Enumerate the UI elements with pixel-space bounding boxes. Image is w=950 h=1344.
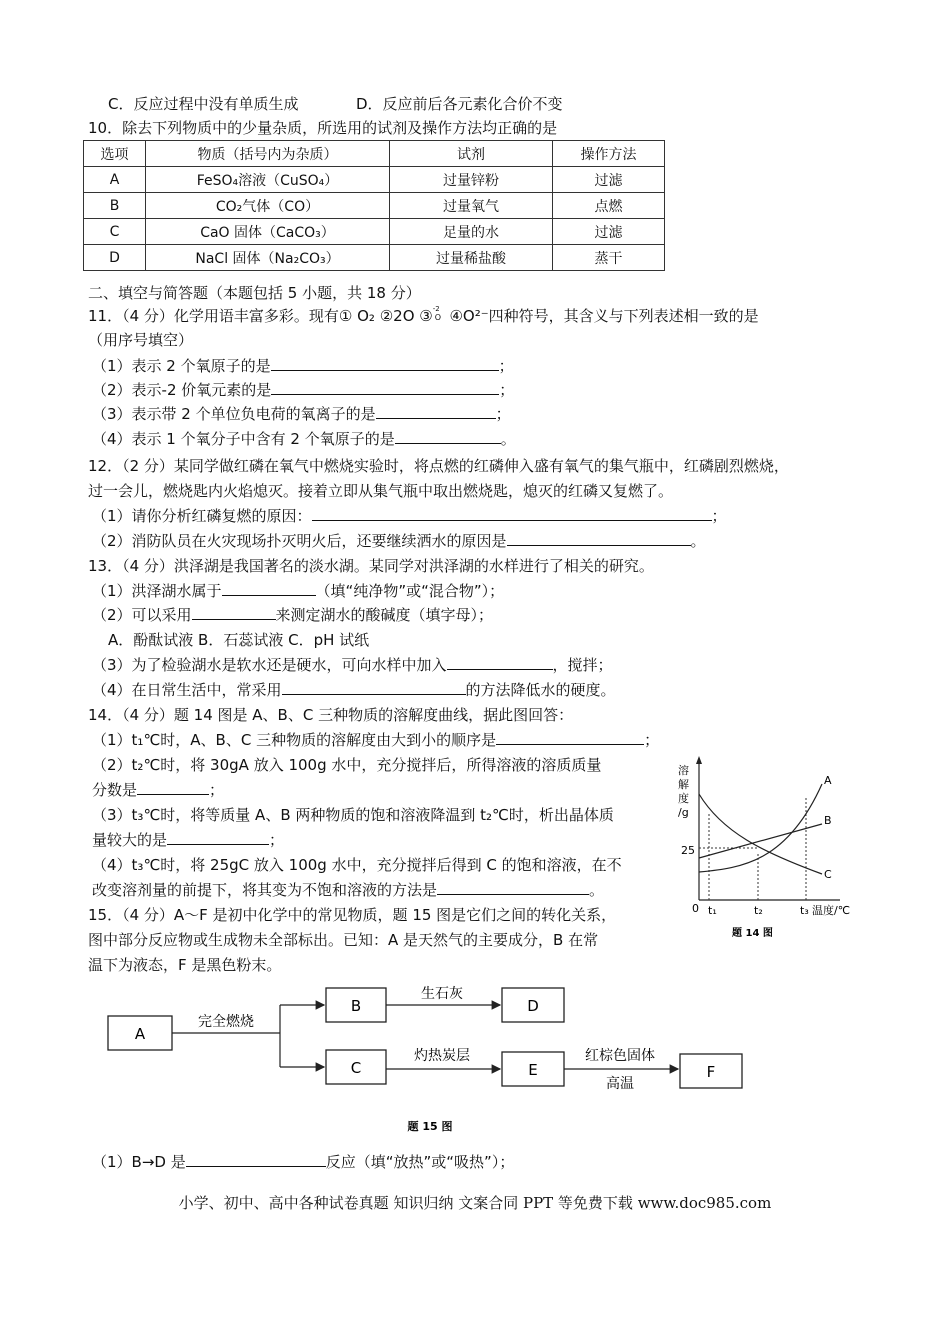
answer-blank[interactable] <box>437 880 589 895</box>
label-hot-carbon: 灼热炭层 <box>414 1048 470 1064</box>
answer-blank[interactable] <box>282 680 466 695</box>
table-cell: CO₂气体（CO） <box>146 193 390 219</box>
q15-line1: 15．（4 分）A～F 是初中化学中的常见物质，题 15 图是它们之间的转化关系， <box>88 906 617 924</box>
q13-part4-a: （4）在日常生活中，常采用 <box>92 681 282 699</box>
answer-blank[interactable] <box>271 380 499 395</box>
q11-stem <box>88 306 759 326</box>
q13-part2-b: 来测定湖水的酸碱度（填字母）； <box>275 606 494 624</box>
curve-c <box>699 794 822 874</box>
q15-line3: 温下为液态，F 是黑色粉末。 <box>88 956 282 974</box>
box-e-label: E <box>528 1061 538 1079</box>
q13-part3 <box>92 655 613 675</box>
table-cell: NaCl 固体（Na₂CO₃） <box>146 245 390 271</box>
q12-part2-text: （2）消防队员在火灾现场扑灭明火后，还要继续洒水的原因是 <box>92 532 507 550</box>
q11-symbol-3-bottom: O <box>434 313 442 322</box>
table-header: 物质（括号内为杂质） <box>146 141 390 167</box>
answer-blank[interactable] <box>192 605 276 620</box>
y-axis-label-char: 度 <box>678 792 689 805</box>
q11-part3-text: （3）表示带 2 个单位负电荷的氧离子的是 <box>92 405 376 423</box>
y-axis-label-char: 溶 <box>678 764 689 777</box>
q11-part3: （3）表示带 2 个单位负电荷的氧离子的是 ； <box>92 405 511 423</box>
q11-part4: （4）表示 1 个氧分子中含有 2 个氧原子的是 。 <box>92 430 516 448</box>
q12-part1: （1）请你分析红磷复燃的原因： ； <box>92 507 727 525</box>
answer-blank[interactable] <box>167 830 269 845</box>
y-tick-25: 25 <box>681 844 695 857</box>
table-header: 试剂 <box>390 141 553 167</box>
q15-line2: 图中部分反应物或生成物未全部标出。已知：A 是天然气的主要成分，B 在常 <box>88 931 599 949</box>
table-header: 操作方法 <box>553 141 665 167</box>
q13-part4-b: 的方法降低水的硬度。 <box>465 681 616 699</box>
table-cell: 过量氧气 <box>390 193 553 219</box>
label-high-temperature: 高温 <box>606 1076 634 1092</box>
table-cell: 过滤 <box>553 219 665 245</box>
y-axis-label-char: /g <box>678 806 689 819</box>
table-cell: 点燃 <box>553 193 665 219</box>
q13-part2-a: （2）可以采用 <box>92 606 192 624</box>
x-axis-label: 温度/℃ <box>812 904 851 917</box>
table-cell: CaO 固体（CaCO₃） <box>146 219 390 245</box>
box-c-label: C <box>350 1059 362 1077</box>
answer-blank[interactable] <box>186 1152 326 1167</box>
q12-line2: 过一会儿，燃烧匙内火焰熄灭。接着立即从集气瓶中取出燃烧匙，熄灭的红磷又复燃了。 <box>88 482 674 500</box>
fig14-caption: 题 14 图 <box>732 928 773 939</box>
q14-line1: 14．（4 分）题 14 图是 A、B、C 三种物质的溶解度曲线，据此图回答： <box>88 706 574 724</box>
q14-part3-text: 量较大的是 <box>92 831 168 849</box>
x-tick-t1: t₁ <box>708 904 717 917</box>
answer-blank[interactable] <box>496 730 644 745</box>
table-cell: C <box>84 219 146 245</box>
table-cell: 足量的水 <box>390 219 553 245</box>
table-cell: B <box>84 193 146 219</box>
answer-blank[interactable] <box>312 506 712 521</box>
table-header-row <box>84 141 665 167</box>
q12-part1-text: （1）请你分析红磷复燃的原因： <box>92 507 312 525</box>
q13-part3-b: ，搅拌； <box>552 656 613 674</box>
curve-label-a: A <box>824 774 832 787</box>
q9-option-d: D．反应前后各元素化合价不变 <box>356 95 563 113</box>
label-quicklime: 生石灰 <box>421 986 463 1002</box>
q13-line1: 13．（4 分）洪泽湖是我国著名的淡水湖。某同学对洪泽湖的水样进行了相关的研究。 <box>88 557 654 575</box>
box-a-label: A <box>134 1025 146 1043</box>
q13-options: A．酚酞试液 B．石蕊试液 C．pH 试纸 <box>108 631 370 649</box>
table-row <box>84 167 665 193</box>
q12-part2: （2）消防队员在火灾现场扑灭明火后，还要继续洒水的原因是 。 <box>92 532 706 550</box>
q14-part3-line1: （3）t₃℃时，将等质量 A、B 两种物质的饱和溶液降温到 t₂℃时，析出晶体质 <box>92 806 614 824</box>
q13-part3-a: （3）为了检验湖水是软水还是硬水，可向水样中加入 <box>92 656 447 674</box>
q14-part4-line1: （4）t₃℃时，将 25gC 放入 100g 水中，充分搅拌后得到 C 的饱和溶液，在不 <box>92 856 622 874</box>
origin-label: 0 <box>692 902 699 915</box>
curve-b <box>699 824 822 858</box>
q11-part1-text: （1）表示 2 个氧原子的是 <box>92 357 271 375</box>
fig15-flow-diagram <box>100 980 760 1140</box>
q14-part3-line2: 量较大的是 ； <box>92 831 285 849</box>
q11-part2-text: （2）表示-2 价氧元素的是 <box>92 381 272 399</box>
q12-line1: 12．（2 分）某同学做红磷在氧气中燃烧实验时，将点燃的红磷伸入盛有氧气的集气瓶中，红磷剧烈燃烧， <box>88 457 789 475</box>
curve-a <box>699 784 822 872</box>
y-axis-label-char: 解 <box>678 778 689 791</box>
fig14-solubility-chart <box>672 752 862 944</box>
x-tick-t2: t₂ <box>754 904 763 917</box>
q14-part2-line2: 分数是 ； <box>92 781 225 799</box>
label-red-brown-solid: 红棕色固体 <box>585 1048 655 1064</box>
y-axis-arrow <box>696 756 702 764</box>
q14-part2-line1: （2）t₂℃时，将 30gA 放入 100g 水中，充分搅拌后，所得溶液的溶质质量 <box>92 756 602 774</box>
page-footer: 小学、初中、高中各种试卷真题 知识归纳 文案合同 PPT 等免费下载 www.doc985.com <box>178 1194 772 1212</box>
q13-part2 <box>92 605 493 625</box>
table-cell: A <box>84 167 146 193</box>
table-row <box>84 219 665 245</box>
q10-stem: 10．除去下列物质中的少量杂质，所选用的试剂及操作方法均正确的是 <box>88 119 558 137</box>
table-cell: FeSO₄溶液（CuSO₄） <box>146 167 390 193</box>
q15-part1-a: （1）B→D 是 <box>92 1153 186 1171</box>
answer-blank[interactable] <box>376 404 496 419</box>
q11-symbol-3-top: -2 <box>432 305 440 313</box>
table-row <box>84 245 665 271</box>
table-cell: 过量锌粉 <box>390 167 553 193</box>
answer-blank[interactable] <box>395 429 501 444</box>
box-f-label: F <box>706 1063 716 1081</box>
curve-label-c: C <box>824 868 832 881</box>
q14-part1: （1）t₁℃时，A、B、C 三种物质的溶解度由大到小的顺序是 ； <box>92 731 660 749</box>
q11-part4-text: （4）表示 1 个氧分子中含有 2 个氧原子的是 <box>92 430 395 448</box>
q14-part1-text: （1）t₁℃时，A、B、C 三种物质的溶解度由大到小的顺序是 <box>92 731 497 749</box>
table-cell: 过量稀盐酸 <box>390 245 553 271</box>
q11-stem-a: 11．（4 分）化学用语丰富多彩。现有① O₂ ②2O ③ <box>88 307 433 325</box>
box-d-label: D <box>527 997 539 1015</box>
q14-part2-text: 分数是 <box>92 781 138 799</box>
curve-label-b: B <box>824 814 832 827</box>
q13-part1 <box>92 581 504 601</box>
q13-part1-b: （填“纯净物”或“混合物”）； <box>315 582 505 600</box>
q13-part4 <box>92 680 616 700</box>
fig15-caption: 题 15 图 <box>407 1120 453 1133</box>
q11-part2: （2）表示-2 价氧元素的是 ； <box>92 381 515 399</box>
q10-table <box>83 140 665 271</box>
answer-blank[interactable] <box>447 655 553 670</box>
q11-part1: （1）表示 2 个氧原子的是 ； <box>92 357 514 375</box>
answer-blank[interactable] <box>137 780 209 795</box>
q11-symbol-3 <box>433 306 445 324</box>
q14-part4-text: 改变溶剂量的前提下，将其变为不饱和溶液的方法是 <box>92 881 438 899</box>
q15-part1 <box>92 1152 514 1172</box>
q13-part1-a: （1）洪泽湖水属于 <box>92 582 222 600</box>
box-b-label: B <box>350 997 362 1015</box>
q11-stem-b: ④O²⁻四种符号，其含义与下列表述相一致的是 <box>444 307 759 325</box>
answer-blank[interactable] <box>271 356 499 371</box>
q11-stem2: （用序号填空） <box>88 331 194 349</box>
q14-part4-line2: 改变溶剂量的前提下，将其变为不饱和溶液的方法是 。 <box>92 881 605 899</box>
x-tick-t3: t₃ <box>800 904 809 917</box>
table-header: 选项 <box>84 141 146 167</box>
q9-option-c: C．反应过程中没有单质生成 <box>108 95 299 113</box>
q15-part1-b: 反应（填“放热”或“吸热”）； <box>325 1153 515 1171</box>
table-cell: D <box>84 245 146 271</box>
table-cell: 蒸干 <box>553 245 665 271</box>
answer-blank[interactable] <box>507 531 691 546</box>
table-cell: 过滤 <box>553 167 665 193</box>
answer-blank[interactable] <box>222 581 316 596</box>
label-complete-combustion: 完全燃烧 <box>198 1014 254 1030</box>
table-row <box>84 193 665 219</box>
section-title: 二、填空与简答题（本题包括 5 小题，共 18 分） <box>88 284 421 302</box>
